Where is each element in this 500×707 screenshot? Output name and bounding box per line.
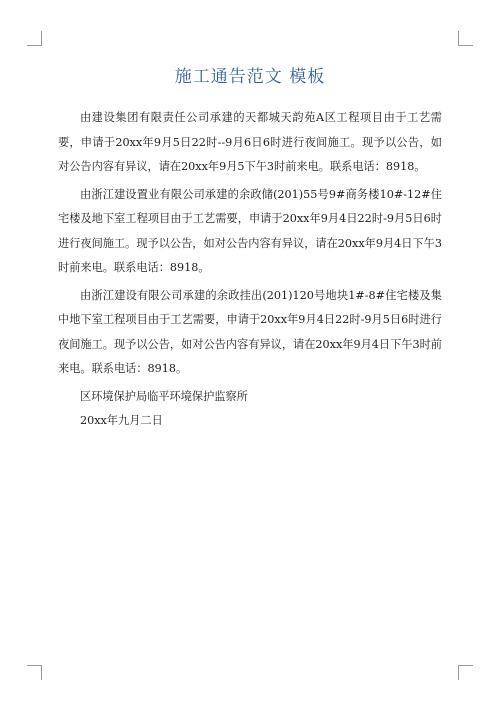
notice-paragraph-2: 由浙江建设置业有限公司承建的余政储(201)55号9#商务楼10#-12#住宅楼及地下室工程项目由于工艺需要，申请于20xx年9月4日22时-9月5日6时进行夜间施工。现予以公告，如对公告内容有异议，请在20xx年9月4日下午3时前来电。联系电话：8918。 [58,187,442,274]
crop-mark-bottom-left [27,665,42,680]
notice-paragraph-3: 由浙江建设有限公司承建的余政挂出(201)120号地块1#-8#住宅楼及集中地下室工程项目由于工艺需要，申请于20xx年9月4日22时-9月5日6时进行夜间施工。现予以公告，如对公告内容有异议，请在20xx年9月4日下午3时前来电。联系电话：8918。 [58,288,442,375]
crop-mark-top-right [458,31,473,46]
crop-mark-top-left [27,31,42,46]
issuer-name: 区环境保护局临平环境保护监察所 [80,389,248,403]
issue-date: 20xx年九月二日 [80,414,163,427]
document-title: 施工通告范文 模板 [174,67,326,87]
notice-paragraph-1: 由建设集团有限责任公司承建的天都城天韵苑A区工程项目由于工艺需要，申请于20xx年9月5日22时--9月6日6时进行夜间施工。现予以公告，如对公告内容有异议，请在20xx年9月5下午3时前来电。联系电话：8918。 [58,111,442,173]
document-body [58,106,442,434]
crop-mark-bottom-right [458,665,473,680]
